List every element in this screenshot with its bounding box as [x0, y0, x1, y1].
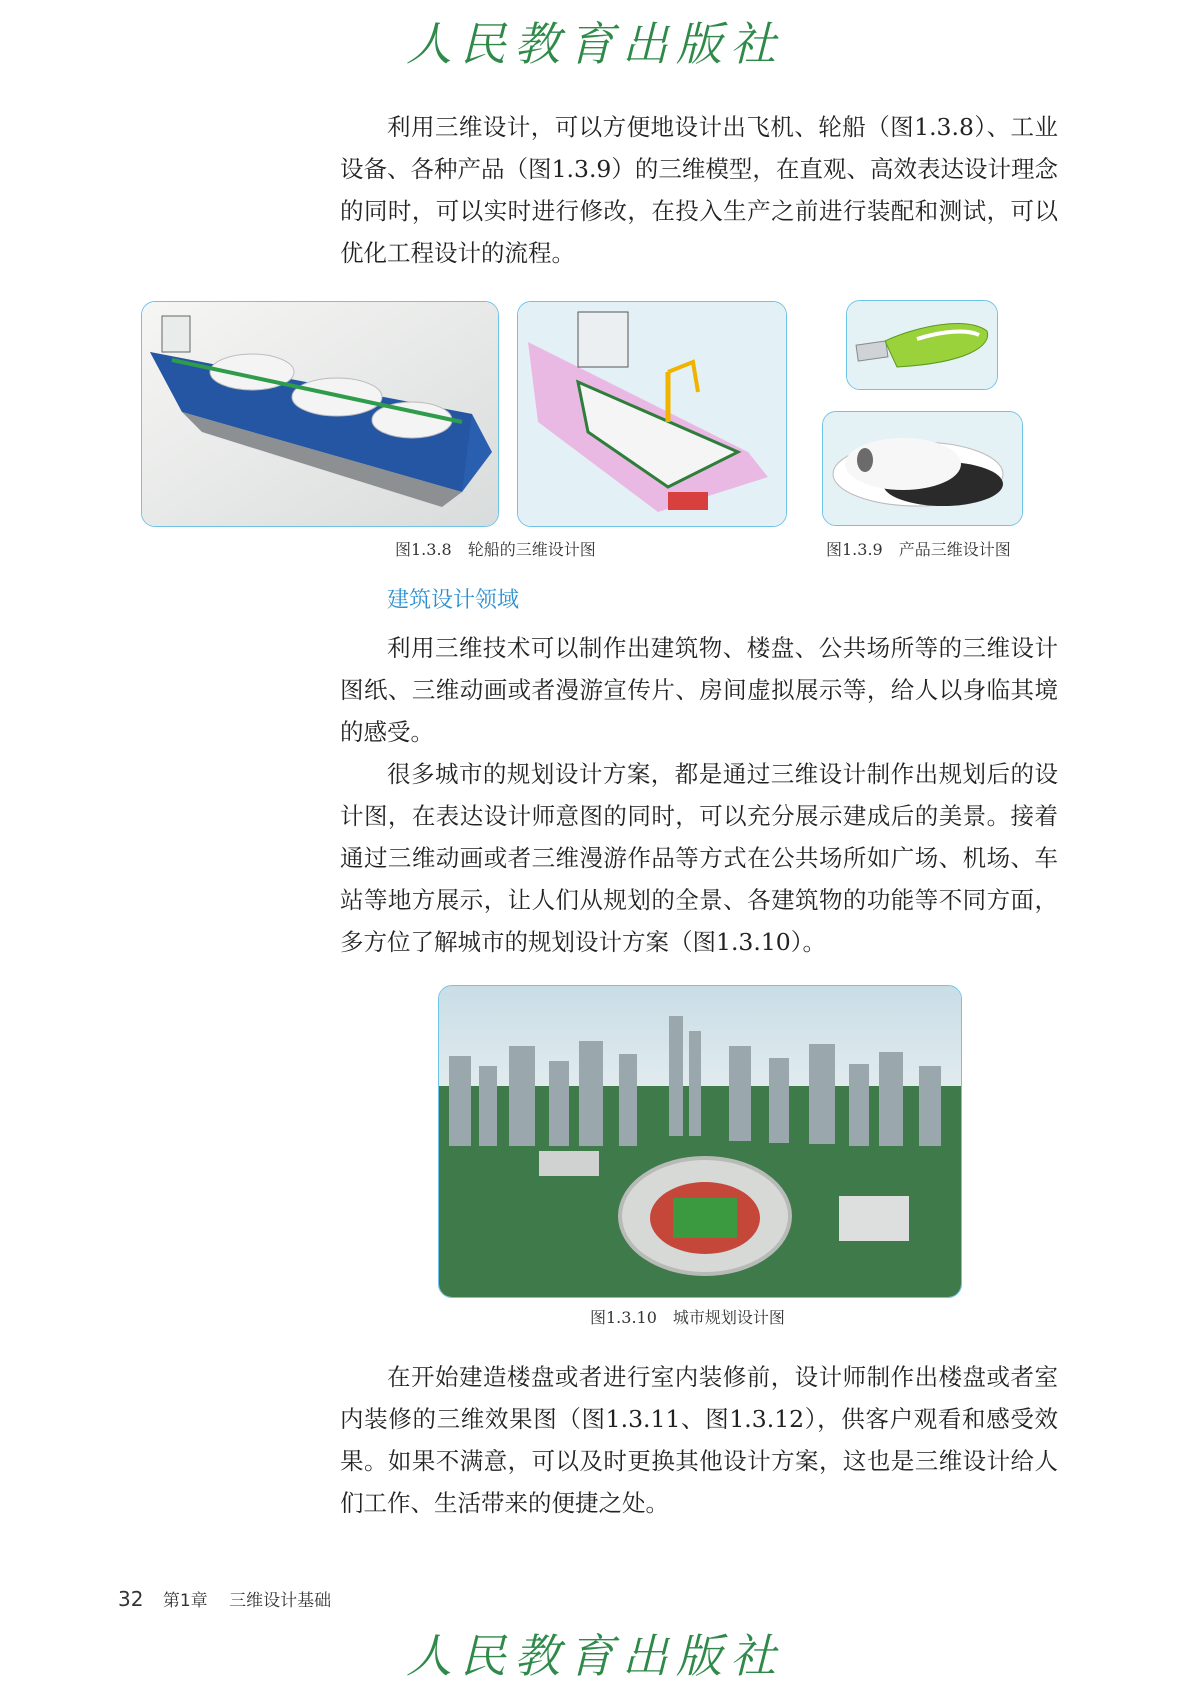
publisher-watermark-top: 人民教育出版社	[406, 17, 784, 71]
paragraph-city-planning: 很多城市的规划设计方案，都是通过三维设计制作出规划后的设计图，在表达设计师意图的同时，可以充分展示建成后的美景。接着通过三维动画或者三维漫游作品等方式在公共场所如广场、机场、车站等地方展示，让人们从规划的全景、各建筑物的功能等不同方面，多方位了解城市的规划设计方案（图1.3.10）。	[340, 760, 1058, 956]
chapter-label: 第1章	[162, 1591, 208, 1611]
page-footer	[118, 1586, 331, 1611]
paragraph-architecture: 利用三维技术可以制作出建筑物、楼盘、公共场所等的三维设计图纸、三维动画或者漫游宣传片、房间虚拟展示等，给人以身临其境的感受。	[340, 634, 1058, 746]
usb-drive-image	[846, 300, 998, 390]
paragraph-interior-design: 在开始建造楼盘或者进行室内装修前，设计师制作出楼盘或者室内装修的三维效果图（图1.3.11、图1.3.12），供客户观看和感受效果。如果不满意，可以及时更换其他设计方案，这也是三维设计给人们工作、生活带来的便捷之处。	[340, 1363, 1058, 1517]
city-planning-image	[438, 985, 962, 1298]
chapter-title: 三维设计基础	[229, 1591, 332, 1611]
paragraph-intro: 利用三维设计，可以方便地设计出飞机、轮船（图1.3.8）、工业设备、各种产品（图1.3.9）的三维模型，在直观、高效表达设计理念的同时，可以实时进行修改，在投入生产之前进行装配和测试，可以优化工程设计的流程。	[340, 113, 1058, 267]
page-number: 32	[118, 1587, 144, 1611]
figure-caption-1-3-8: 图1.3.8 轮船的三维设计图	[395, 540, 596, 559]
work-boat-image	[517, 301, 787, 527]
figure-caption-1-3-10: 图1.3.10 城市规划设计图	[590, 1308, 785, 1327]
section-heading: 建筑设计领域	[387, 588, 520, 613]
publisher-watermark-bottom: 人民教育出版社	[406, 1629, 784, 1683]
figure-caption-1-3-9: 图1.3.9 产品三维设计图	[826, 540, 1011, 559]
tanker-ship-image	[141, 301, 499, 527]
computer-mouse-image	[822, 411, 1023, 526]
